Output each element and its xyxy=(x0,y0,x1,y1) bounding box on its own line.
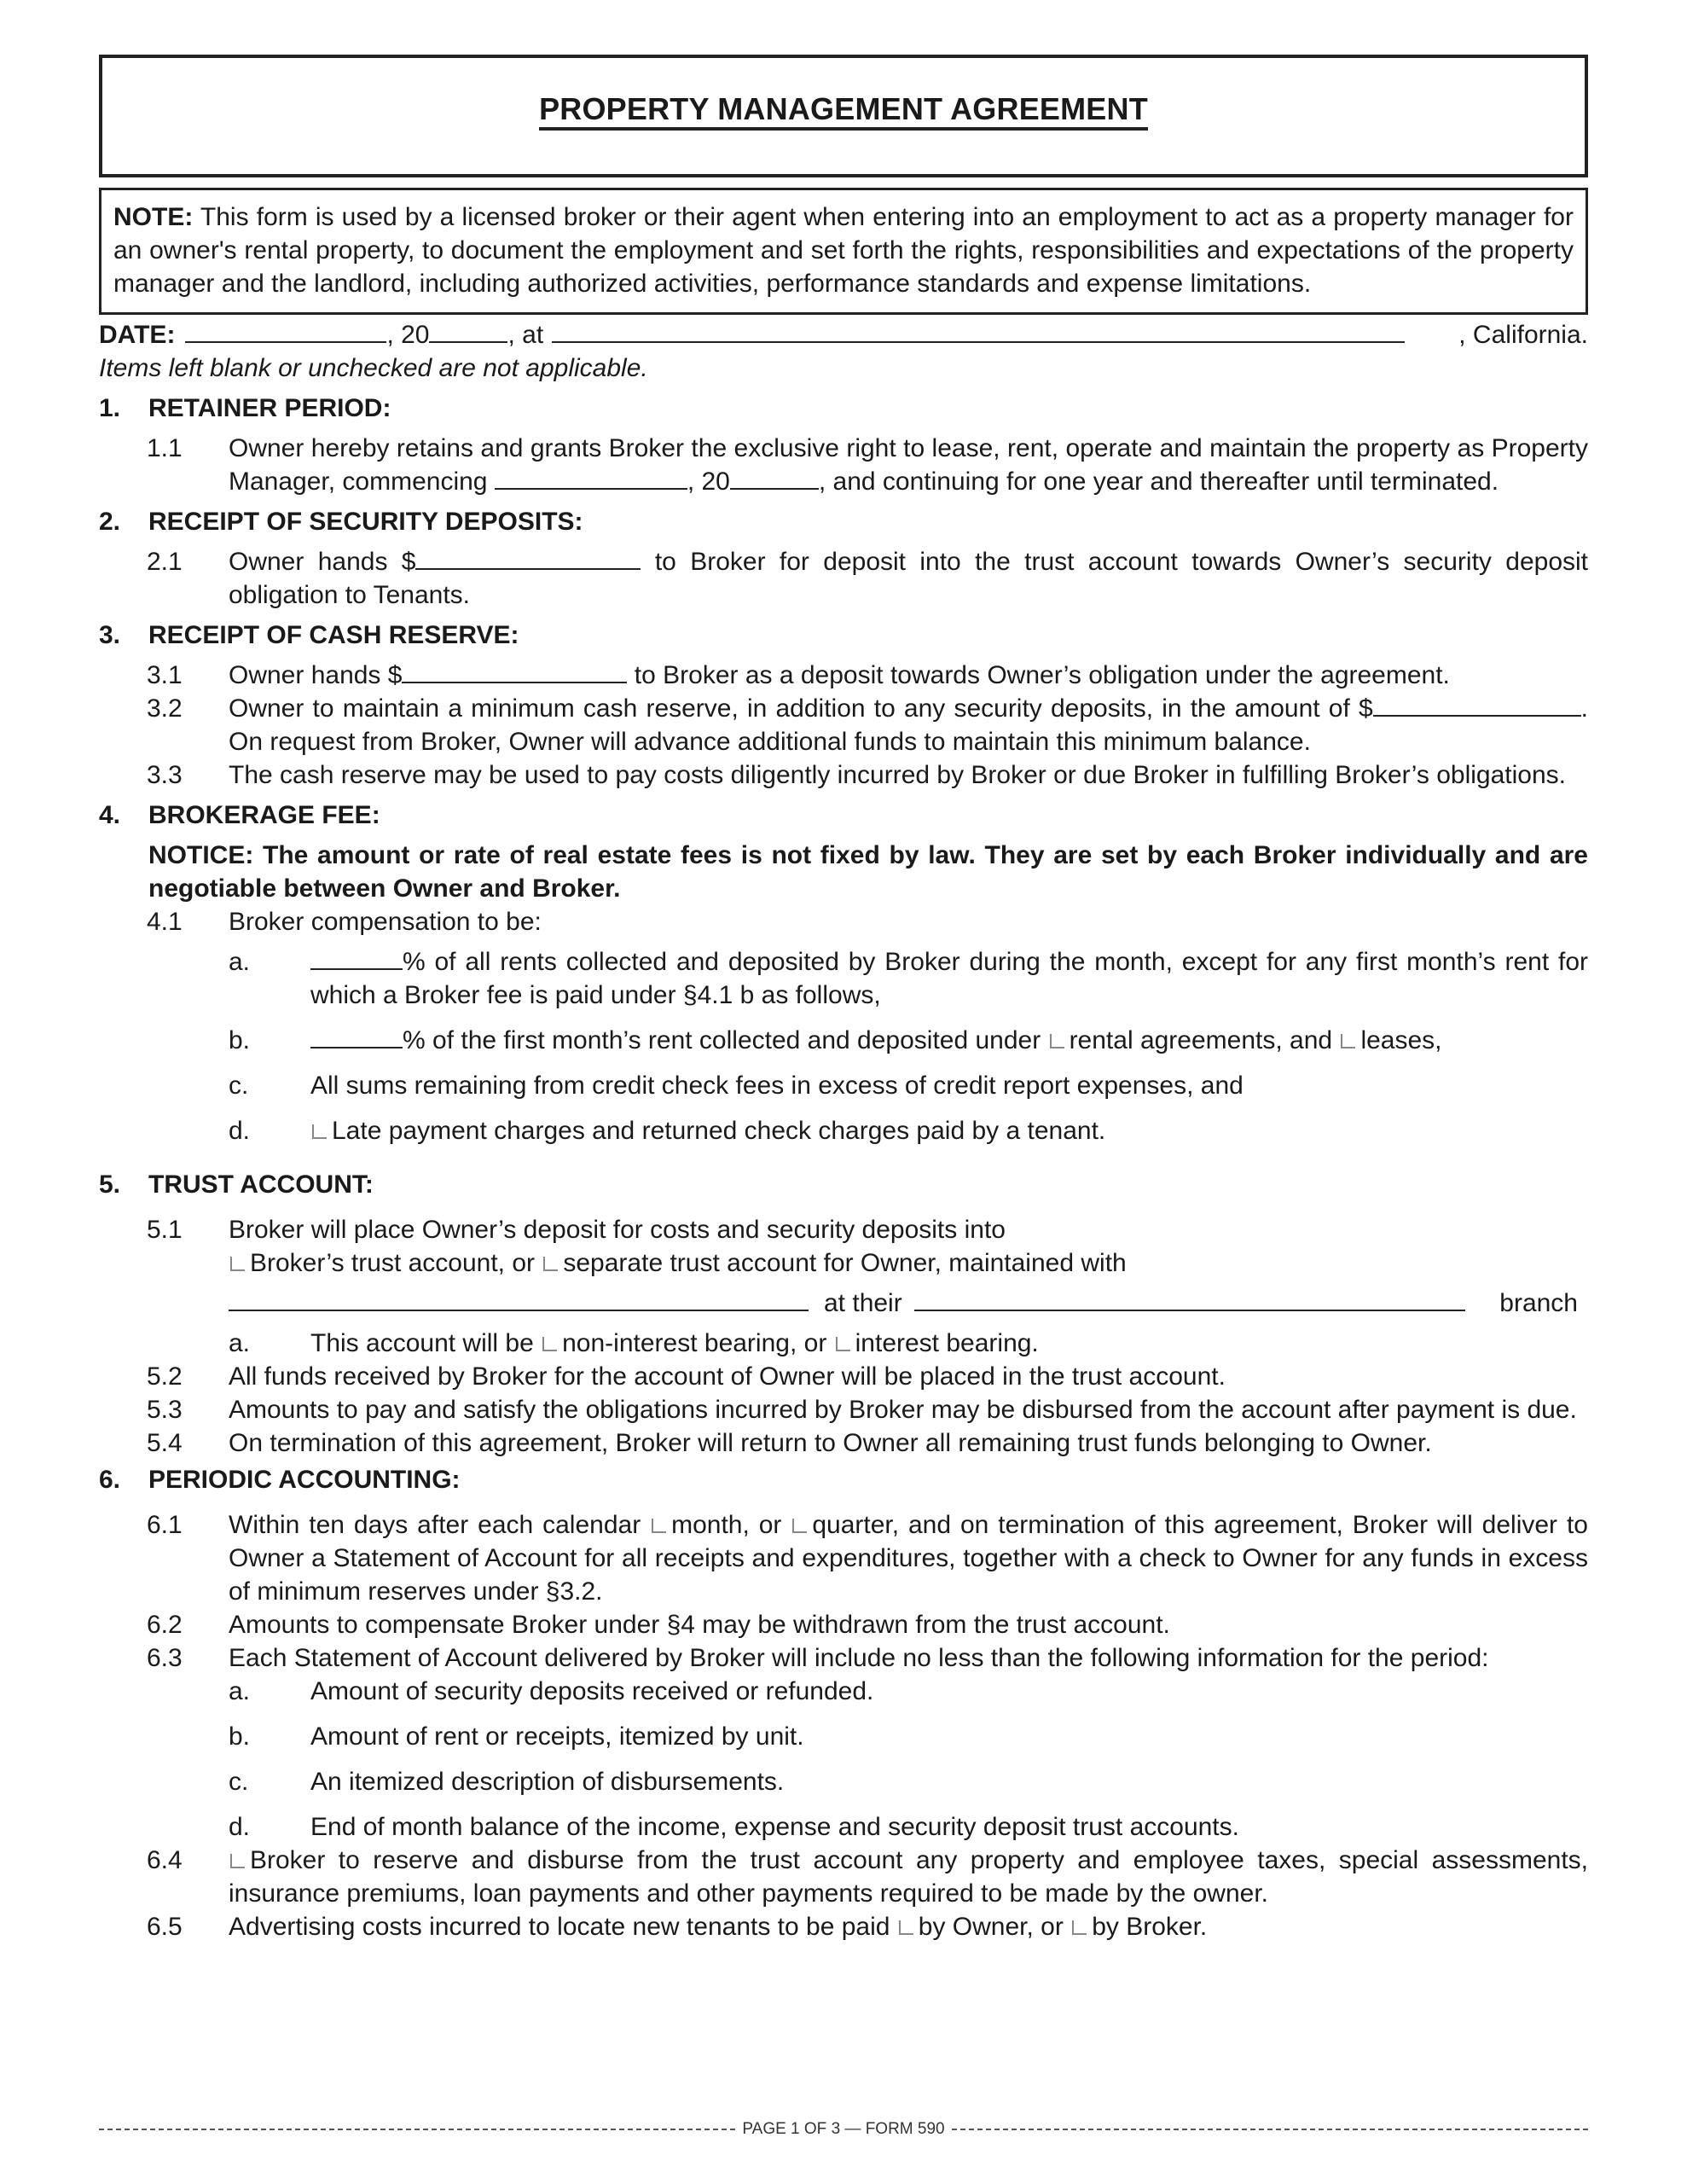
item-number: 1.1 xyxy=(147,434,183,462)
item-text: Broker to reserve and disburse from the trust account any property and employee taxes, special assessments, insurance premiums, loan payments and other payments required to be made by the owner. xyxy=(229,1846,1588,1908)
item-text: Within ten days after each calendar xyxy=(229,1511,651,1539)
paid-by-broker-checkbox[interactable] xyxy=(1072,1920,1087,1935)
item-text: Broker’s trust account, or xyxy=(250,1249,542,1277)
section-number: 6. xyxy=(99,1466,121,1494)
security-deposit-amount-field[interactable] xyxy=(415,546,641,570)
item-3-3 xyxy=(99,758,1588,792)
sub-letter: b. xyxy=(229,1026,251,1054)
section-2-heading xyxy=(99,505,1588,538)
item-text: rental agreements, and xyxy=(1069,1026,1340,1054)
item-number: 5.2 xyxy=(147,1362,183,1391)
section-5-heading xyxy=(99,1168,1588,1201)
date-field[interactable] xyxy=(185,319,386,343)
item-5-1-bank-line xyxy=(99,1287,1588,1320)
interest-bearing-checkbox[interactable] xyxy=(836,1337,850,1351)
item-number: 6.4 xyxy=(147,1846,183,1874)
sub-letter: a. xyxy=(229,1677,251,1705)
item-1-1 xyxy=(99,432,1588,498)
item-5-2 xyxy=(99,1360,1588,1393)
section-title: RETAINER PERIOD: xyxy=(148,394,391,422)
section-4-heading xyxy=(99,799,1588,832)
item-text: , and continuing for one year and thereafter until terminated. xyxy=(818,468,1499,496)
date-label: DATE: xyxy=(99,321,176,349)
item-text: The cash reserve may be used to pay costs diligently incurred by Broker or due Broker in fulfilling Broker’s obligations. xyxy=(229,761,1566,789)
section-number: 2. xyxy=(99,508,121,536)
item-3-1 xyxy=(99,659,1588,692)
item-number: 3.3 xyxy=(147,761,183,789)
item-text: An itemized description of disbursements. xyxy=(310,1768,785,1796)
item-3-2 xyxy=(99,692,1588,758)
item-text: . On request from Broker, Owner will advance additional funds to maintain this minimum balance. xyxy=(229,694,1588,756)
item-4-1-a xyxy=(99,945,1588,1012)
item-text: Amount of security deposits received or refunded. xyxy=(310,1677,874,1705)
item-text: leases, xyxy=(1360,1026,1442,1054)
bank-name-field[interactable] xyxy=(229,1287,809,1311)
item-text: month, or xyxy=(671,1511,791,1539)
reserve-disburse-checkbox[interactable] xyxy=(230,1854,245,1868)
section-number: 5. xyxy=(99,1170,121,1199)
item-text: On termination of this agreement, Broker will return to Owner all remaining trust funds belonging to Owner. xyxy=(229,1429,1432,1457)
branch-field[interactable] xyxy=(914,1287,1465,1311)
section-title: RECEIPT OF CASH RESERVE: xyxy=(148,621,519,649)
sub-letter: a. xyxy=(229,1329,251,1357)
item-6-3-c xyxy=(99,1765,1588,1798)
cash-reserve-deposit-field[interactable] xyxy=(402,659,627,683)
section-1-heading xyxy=(99,392,1588,425)
sub-letter: c. xyxy=(229,1072,249,1100)
item-6-3-a xyxy=(99,1675,1588,1708)
late-charges-checkbox[interactable] xyxy=(312,1124,327,1139)
quarterly-checkbox[interactable] xyxy=(792,1519,807,1533)
item-number: 6.1 xyxy=(147,1511,183,1539)
section-title: PERIODIC ACCOUNTING: xyxy=(148,1466,461,1494)
at-their-label: at their xyxy=(824,1289,902,1317)
item-text: Broker will place Owner’s deposit for costs and security deposits into xyxy=(229,1216,1006,1244)
item-number: 3.2 xyxy=(147,694,183,723)
item-text: Amounts to pay and satisfy the obligations incurred by Broker may be disbursed from the account after payment is due. xyxy=(229,1396,1577,1424)
commencing-year-field[interactable] xyxy=(730,466,819,490)
item-text: Advertising costs incurred to locate new tenants to be paid xyxy=(229,1913,897,1941)
sub-letter: a. xyxy=(229,948,251,976)
item-number: 5.3 xyxy=(147,1396,183,1424)
section-6-heading xyxy=(99,1463,1588,1496)
item-text: Broker compensation to be: xyxy=(229,908,542,936)
item-4-1-c xyxy=(99,1069,1588,1102)
item-4-1-b xyxy=(99,1024,1588,1057)
year-prefix: , 20 xyxy=(386,321,430,349)
section-number: 3. xyxy=(99,621,121,649)
item-text: to Broker as a deposit towards Owner’s obligation under the agreement. xyxy=(627,661,1450,689)
minimum-reserve-amount-field[interactable] xyxy=(1373,693,1581,717)
date-line xyxy=(99,318,1588,351)
item-6-3 xyxy=(99,1641,1588,1675)
section-title: TRUST ACCOUNT: xyxy=(148,1170,374,1199)
at-label: , at xyxy=(507,321,544,349)
section-number: 1. xyxy=(99,394,121,422)
item-text: to Broker for deposit into the trust account towards Owner’s security deposit obligation to Tenants. xyxy=(229,548,1589,609)
fee-notice: NOTICE: The amount or rate of real estate fees is not fixed by law. They are set by each Broker individually and are negotiable between Owner and Broker. xyxy=(148,841,1588,903)
item-text: Owner hereby retains and grants Broker the exclusive right to lease, rent, operate and maintain the property as Property Manager, commencing xyxy=(229,434,1588,496)
footer-text: PAGE 1 OF 3 — FORM 590 xyxy=(742,2120,945,2138)
item-text: Amounts to compensate Broker under §4 may be withdrawn from the trust account. xyxy=(229,1611,1170,1639)
item-text: This account will be xyxy=(310,1329,542,1357)
item-text: by Owner, or xyxy=(918,1913,1071,1941)
title-box xyxy=(99,55,1588,177)
item-5-1 xyxy=(99,1213,1588,1246)
rent-percent-field[interactable] xyxy=(310,946,403,970)
branch-label: branch xyxy=(1499,1289,1578,1317)
item-6-4 xyxy=(99,1844,1588,1910)
item-number: 4.1 xyxy=(147,908,183,936)
item-number: 5.1 xyxy=(147,1216,183,1244)
note-label: NOTE: xyxy=(113,203,194,231)
item-text: End of month balance of the income, expense and security deposit trust accounts. xyxy=(310,1813,1239,1841)
footer-rule-right xyxy=(952,2129,1588,2130)
monthly-checkbox[interactable] xyxy=(652,1519,666,1533)
first-month-percent-field[interactable] xyxy=(310,1025,403,1048)
year-field[interactable] xyxy=(429,319,507,343)
item-text: Each Statement of Account delivered by Broker will include no less than the following information for the period: xyxy=(229,1644,1489,1672)
california-label: , California. xyxy=(1458,321,1588,349)
separate-trust-account-checkbox[interactable] xyxy=(543,1257,558,1271)
paid-by-owner-checkbox[interactable] xyxy=(899,1920,913,1935)
footer-rule-left xyxy=(99,2129,735,2130)
item-4-1-d xyxy=(99,1114,1588,1147)
section-title: BROKERAGE FEE: xyxy=(148,801,380,829)
section-number: 4. xyxy=(99,801,121,829)
item-number: 6.5 xyxy=(147,1913,183,1941)
item-number: 6.3 xyxy=(147,1644,183,1672)
leases-checkbox[interactable] xyxy=(1341,1034,1355,1048)
item-text: % of the first month’s rent collected and deposited under xyxy=(403,1026,1048,1054)
item-6-3-d xyxy=(99,1810,1588,1844)
blank-note: Items left blank or unchecked are not applicable. xyxy=(99,354,648,382)
item-6-1 xyxy=(99,1508,1588,1608)
section-3-heading xyxy=(99,619,1588,652)
item-6-5 xyxy=(99,1910,1588,1943)
document-page xyxy=(99,55,1588,1943)
note-box xyxy=(99,188,1588,315)
item-text: % of all rents collected and deposited by Broker during the month, except for any first month’s rent for which a Broker fee is paid under §4.1 b as follows, xyxy=(310,948,1588,1009)
brokers-trust-account-checkbox[interactable] xyxy=(230,1257,245,1271)
item-2-1 xyxy=(99,545,1588,612)
item-text: Late payment charges and returned check charges paid by a tenant. xyxy=(332,1117,1106,1145)
item-number: 2.1 xyxy=(147,548,183,576)
item-text: All funds received by Broker for the account of Owner will be placed in the trust account. xyxy=(229,1362,1226,1391)
sub-letter: d. xyxy=(229,1117,251,1145)
rental-agreements-checkbox[interactable] xyxy=(1050,1034,1064,1048)
sub-letter: b. xyxy=(229,1722,251,1751)
item-text: Owner hands $ xyxy=(229,548,416,576)
item-5-1-a xyxy=(99,1327,1588,1360)
item-text: Owner to maintain a minimum cash reserve, in addition to any security deposits, in the amount of $ xyxy=(229,694,1373,723)
item-number: 3.1 xyxy=(147,661,183,689)
item-text: interest bearing. xyxy=(855,1329,1039,1357)
page-footer xyxy=(99,2119,1588,2140)
document-title: PROPERTY MANAGEMENT AGREEMENT xyxy=(539,92,1148,131)
item-5-1-options xyxy=(99,1246,1588,1280)
item-5-3 xyxy=(99,1393,1588,1426)
item-number: 5.4 xyxy=(147,1429,183,1457)
item-text: by Broker. xyxy=(1092,1913,1208,1941)
location-field[interactable] xyxy=(552,319,1405,343)
item-text: , 20 xyxy=(687,468,730,496)
sub-letter: c. xyxy=(229,1768,249,1796)
item-number: 6.2 xyxy=(147,1611,183,1639)
item-5-4 xyxy=(99,1426,1588,1460)
sub-letter: d. xyxy=(229,1813,251,1841)
note-text: This form is used by a licensed broker or their agent when entering into an employment to act as a property manager for an owner's rental property, to document the employment and set forth the rights, responsibilities and expectations of the property manager and the landlord, including authorized activities, performance standards and expense limitations. xyxy=(113,203,1574,298)
item-text: non-interest bearing, or xyxy=(562,1329,834,1357)
item-text: All sums remaining from credit check fees in excess of credit report expenses, and xyxy=(310,1072,1244,1100)
commencing-date-field[interactable] xyxy=(495,466,687,490)
item-6-2 xyxy=(99,1608,1588,1641)
non-interest-bearing-checkbox[interactable] xyxy=(542,1337,557,1351)
item-text: Owner hands $ xyxy=(229,661,403,689)
item-text: Amount of rent or receipts, itemized by unit. xyxy=(310,1722,804,1751)
item-text: quarter, and on termination of this agreement, Broker will deliver to Owner a Statement of Account for all receipts and expenditures, together with a check to Owner for any funds in excess of minimum reserves under §3.2. xyxy=(229,1511,1588,1606)
section-title: RECEIPT OF SECURITY DEPOSITS: xyxy=(148,508,583,536)
item-text: separate trust account for Owner, maintained with xyxy=(563,1249,1127,1277)
item-6-3-b xyxy=(99,1720,1588,1753)
item-4-1 xyxy=(99,905,1588,938)
